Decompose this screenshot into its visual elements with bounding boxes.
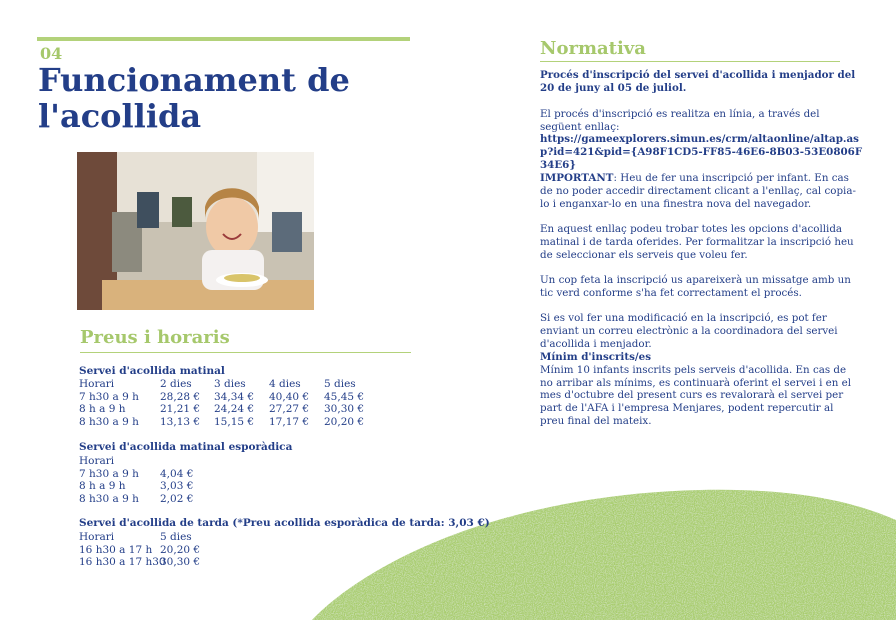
table-cell: 2,02 € xyxy=(160,492,194,505)
afternoon-note: (*Preu acollida esporàdica de tarda: 3,03 €) xyxy=(228,517,490,529)
prices-heading: Preus i horaris xyxy=(80,327,230,348)
online-paragraph: El procés d'inscripció es realitza en línia, a través del següent enllaç: xyxy=(540,108,820,133)
table-cell: 21,21 € xyxy=(160,403,201,416)
table-cell: 30,30 € xyxy=(160,556,201,569)
minimum-paragraph xyxy=(540,351,858,428)
table-header-row xyxy=(79,455,279,468)
page-title: Funcionament de l'acollida xyxy=(38,61,350,135)
table-cell: 8 h a 9 h xyxy=(79,480,126,493)
header-cell: Horari xyxy=(79,531,115,543)
table-cell: 24,24 € xyxy=(214,403,255,416)
important-label: IMPORTANT xyxy=(540,172,614,184)
normativa-heading: Normativa xyxy=(540,38,646,59)
table-row xyxy=(79,493,279,506)
confirm-paragraph: Un cop feta la inscripció us apareixerà un missatge amb un tic verd conforme s'ha fet correctament el procés. xyxy=(540,274,851,299)
table-row xyxy=(79,556,279,569)
intro-bold: Procés d'inscripció del servei d'acollida i menjador del 20 de juny al 05 de juliol. xyxy=(540,69,856,94)
morning-table xyxy=(79,378,379,428)
table-cell: 8 h a 9 h xyxy=(79,403,126,416)
table-cell: 30,30 € xyxy=(324,403,365,416)
table-cell: 28,28 € xyxy=(160,390,201,403)
table-row xyxy=(79,480,279,493)
header-cell: 5 dies xyxy=(324,378,356,390)
table-header-row xyxy=(79,378,379,391)
child-photo xyxy=(77,152,314,310)
important-paragraph xyxy=(540,172,858,210)
table-cell: 8 h30 a 9 h xyxy=(79,415,139,428)
header-cell: Horari xyxy=(79,378,115,390)
minimum-heading: Mínim d'inscrits/es xyxy=(540,351,652,363)
top-accent-bar xyxy=(37,37,410,41)
table-cell: 4,04 € xyxy=(160,467,194,480)
table-cell: 17,17 € xyxy=(269,415,310,428)
table-cell: 7 h30 a 9 h xyxy=(79,390,139,403)
table-row xyxy=(79,403,379,416)
table-cell: 34,34 € xyxy=(214,390,255,403)
table-cell: 20,20 € xyxy=(160,543,201,556)
normativa-heading-rule xyxy=(540,61,840,62)
table-cell: 40,40 € xyxy=(269,390,310,403)
header-cell: 5 dies xyxy=(160,531,192,543)
table-row xyxy=(79,544,279,557)
table-cell: 15,15 € xyxy=(214,415,255,428)
table-header-row xyxy=(79,531,279,544)
table-cell: 27,27 € xyxy=(269,403,310,416)
table-cell: 7 h30 a 9 h xyxy=(79,467,139,480)
table-row xyxy=(79,416,379,429)
modify-paragraph: Si es vol fer una modificació en la inscripció, es pot fer enviant un correu electrònic a la coordinadora del servei d'acollida i menjador. xyxy=(540,312,838,350)
section-number: 04 xyxy=(40,44,63,63)
table-cell: 16 h30 a 17 h xyxy=(79,543,153,556)
sporadic-label: Servei d'acollida matinal esporàdica xyxy=(79,441,293,453)
header-cell: 4 dies xyxy=(269,378,301,390)
afternoon-table xyxy=(79,531,279,569)
table-cell: 20,20 € xyxy=(324,415,365,428)
registration-link-paragraph xyxy=(540,133,865,171)
sporadic-table xyxy=(79,455,279,505)
table-cell: 8 h30 a 9 h xyxy=(79,492,139,505)
afternoon-label-text: Servei d'acollida de tarda xyxy=(79,517,229,529)
morning-label: Servei d'acollida matinal xyxy=(79,365,225,377)
prices-heading-rule xyxy=(80,352,411,353)
options-paragraph: En aquest enllaç podeu trobar totes les opcions d'acollida matinal i de tarda oferides. Per formalitzar la inscripció heu de seleccionar els serveis que voleu fer. xyxy=(540,223,854,261)
table-row xyxy=(79,468,279,481)
minimum-text: Mínim 10 infants inscrits pels serveis d'acollida. En cas de no arribar als mínims, es continuarà oferint el servei i en el mes d'octubre del present curs es revalorarà el servei per part de l'AFA i l'empresa Menjares, podent repercutir al preu final del mateix. xyxy=(540,363,852,427)
important-text: : Heu de fer una inscripció per infant. En cas de no poder accedir directament clicant a l'enllaç, cal copia-lo i enganxar-lo en una finestra nova del navegador. xyxy=(540,172,856,210)
table-cell: 45,45 € xyxy=(324,390,365,403)
intro-paragraph xyxy=(540,69,858,95)
registration-link[interactable]: https://gameexplorers.simun.es/crm/altaonline/altap.asp?id=421&pid={A98F1CD5-FF85-46E6-8B03-53E0806F34E6} xyxy=(540,133,863,171)
header-cell: 2 dies xyxy=(160,378,192,390)
table-row xyxy=(79,391,379,404)
header-cell: Horari xyxy=(79,455,115,467)
header-cell: 3 dies xyxy=(214,378,246,390)
afternoon-label xyxy=(79,517,490,529)
table-cell: 13,13 € xyxy=(160,415,201,428)
table-cell: 3,03 € xyxy=(160,480,194,493)
table-cell: 16 h30 a 17 h30 xyxy=(79,556,166,569)
